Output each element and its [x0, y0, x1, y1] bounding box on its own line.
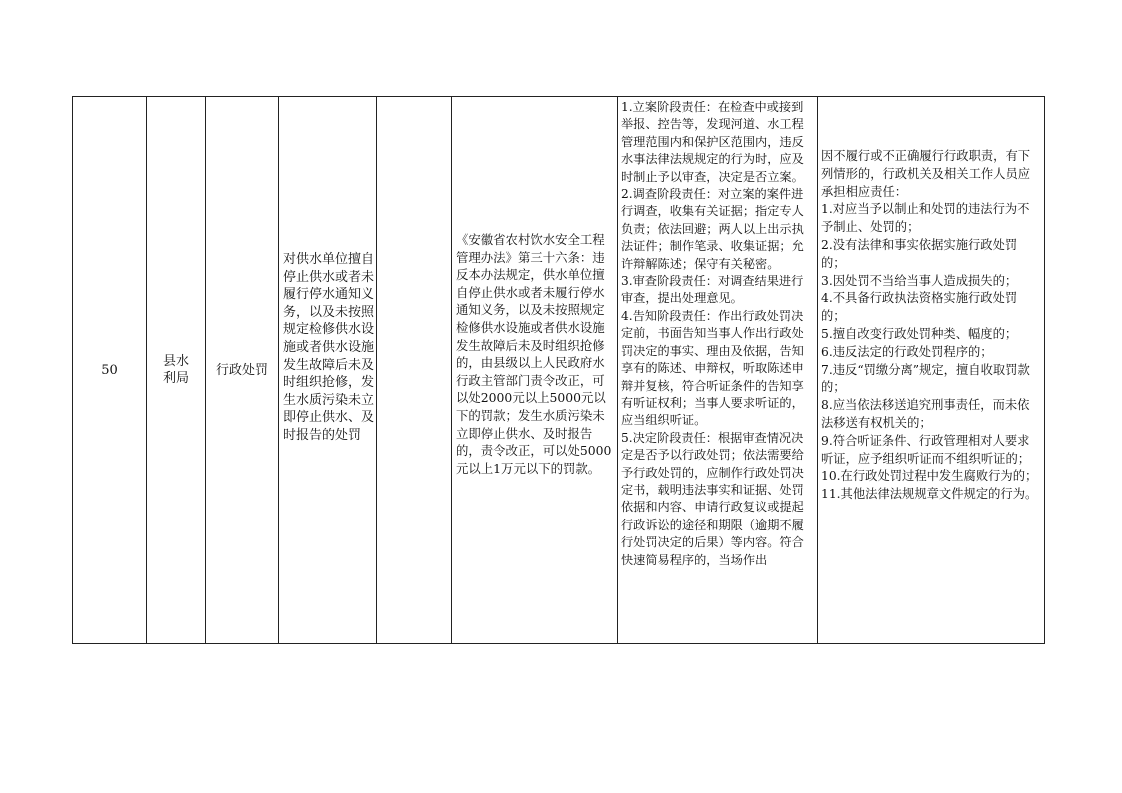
responsibility-item: 2.调查阶段责任：对立案的案件进行调查，收集有关证据；指定专人负责；依法回避；两人以上出示执法证件；制作笔录、收集证据；允许辩解陈述；保守有关秘密。 — [621, 187, 804, 271]
liability-item: 9.符合听证条件、行政管理相对人要求听证，应予组织听证而不组织听证的； — [821, 433, 1031, 466]
liability-intro: 因不履行或不正确履行行政职责，有下列情形的，行政机关及相关工作人员应承担相应责任： — [821, 149, 1031, 199]
cell-liabilities — [818, 97, 1044, 643]
legal-basis: 《安徽省农村饮水安全工程管理办法》第三十六条：违反本办法规定，供水单位擅自停止供水或者未履行停水通知义务，以及未按照规定检修供水设施或者供水设施发生故障后未及时组织抢修的，由县级以上人民政府水行政主管部门责令改正，可以处2000元以上5000元以下的罚款；发生水质污染未立即停止供水、及时报告的，责令改正，可以处5000元以上1万元以下的罚款。 — [456, 232, 612, 476]
liability-item: 10.在行政处罚过程中发生腐败行为的； — [821, 469, 1038, 484]
row-number: 50 — [101, 362, 118, 378]
power-category: 行政处罚 — [215, 362, 268, 378]
liability-item: 3.因处罚不当给当事人造成损失的； — [821, 273, 1018, 288]
cell-number — [73, 97, 147, 643]
responsibility-item: 4.告知阶段责任：作出行政处罚决定前，书面告知当事人作出行政处罚决定的事实、理由及依据，告知享有的陈述、申辩权，听取陈述申辩并复核，符合听证条件的告知享有听证权利；当事人要求听证的，应当组织听证。 — [621, 308, 804, 428]
cell-category — [206, 97, 279, 643]
table-row — [72, 96, 1045, 644]
cell-responsibilities — [618, 97, 818, 643]
cell-basis — [452, 97, 618, 643]
cell-department — [147, 97, 206, 643]
liability-item: 8.应当依法移送追究刑事责任，而未依法移送有权机关的； — [821, 398, 1030, 430]
liability-list — [821, 148, 1041, 504]
cell-item-name — [279, 97, 377, 643]
liability-item: 5.擅自改变行政处罚种类、幅度的； — [821, 326, 1018, 341]
liability-item: 7.违反“罚缴分离”规定，擅自收取罚款的； — [821, 362, 1030, 395]
department-name: 县水利局 — [162, 354, 189, 386]
liability-item: 6.违反法定的行政处罚程序的； — [821, 344, 993, 359]
responsibility-item: 3.审查阶段责任：对调查结果进行审查，提出处理意见。 — [621, 274, 804, 306]
liability-item: 11.其他法律法规规章文件规定的行为。 — [821, 487, 1038, 502]
liability-item: 4.不具备行政执法资格实施行政处罚的； — [821, 291, 1018, 324]
item-name: 对供水单位擅自停止供水或者未履行停水通知义务，以及未按照规定检修供水设施或者供水设施发生故障后未及时组织抢修，发生水质污染未立即停止供水、及时报告的处罚 — [283, 252, 375, 443]
responsibility-item: 5.决定阶段责任：根据审查情况决定是否予以行政处罚；依法需要给予行政处罚的，应制作行政处罚决定书，载明违法事实和证据、处罚依据和内容、申请行政复议或提起行政诉讼的途径和期限（逾期不履行处罚决定的后果）等内容。符合快速简易程序的，当场作出 — [621, 430, 804, 567]
liability-item: 2.没有法律和事实依据实施行政处罚的； — [821, 237, 1018, 270]
responsibility-item: 1.立案阶段责任：在检查中或接到举报、控告等，发现河道、水工程管理范围内和保护区范围内，违反水事法律法规规定的行为时，应及时制止予以审查，决定是否立案。 — [621, 100, 804, 184]
liability-item: 1.对应当予以制止和处罚的违法行为不予制止、处罚的； — [821, 202, 1030, 235]
cell-sub-item — [377, 97, 452, 643]
responsibility-list — [621, 99, 815, 569]
